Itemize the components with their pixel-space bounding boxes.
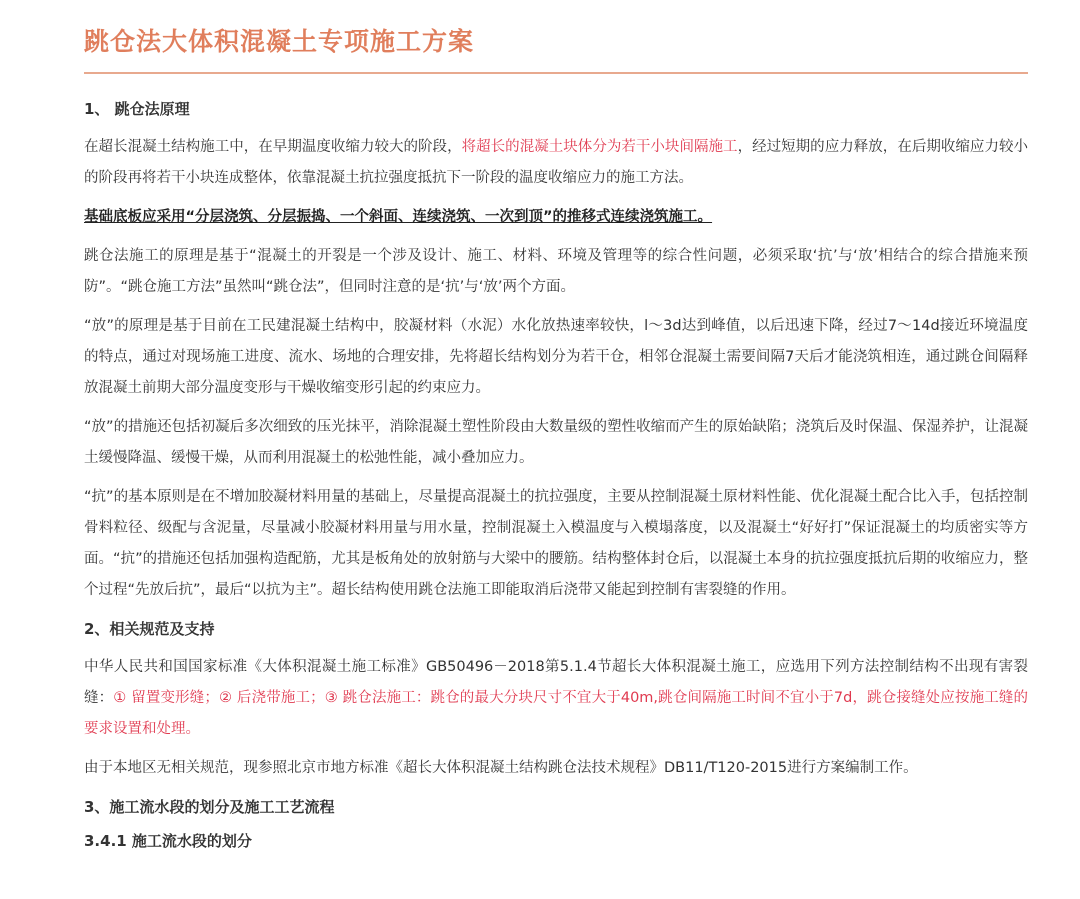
section-1-paragraph-6: “抗”的基本原则是在不增加胶凝材料用量的基础上，尽量提高混凝土的抗拉强度，主要从控制混凝土原材料性能、优化混凝土配合比入手，包括控制骨料粒径、级配与含泥量，尽量减小胶凝材料用量与用水量，控制混凝土入模温度与入模塌落度，以及混凝土“好好打”保证混凝土的均质密实等方面。“抗”的措施还包括加强构造配筋，尤其是板角处的放射筋与大梁中的腰筋。结构整体封仓后，以混凝土本身的抗拉强度抵抗后期的收缩应力，整个过程“先放后抗”，最后“以抗为主”。超长结构使用跳仓法施工即能取消后浇带又能起到控制有害裂缝的作用。 [84, 489, 1028, 598]
section-2-paragraph-2: 由于本地区无相关规范，现参照北京市地方标准《超长大体积混凝土结构跳仓法技术规程》DB11/T120-2015进行方案编制工作。 [84, 760, 918, 776]
highlighted-text: 将超长的混凝土块体分为若干小块间隔施工 [461, 139, 738, 155]
section-2-paragraph-1 [84, 652, 1028, 745]
highlighted-text: ① 留置变形缝；② 后浇带施工；③ 跳仓法施工：跳仓的最大分块尺寸不宜大于40m,跳仓间隔施工时间不宜小于7d，跳仓接缝处应按施工缝的要求设置和处理。 [84, 690, 1029, 737]
title-divider [84, 72, 1028, 74]
section-1-paragraph-4: “放”的原理是基于目前在工民建混凝土结构中，胶凝材料（水泥）水化放热速率较快，l～3d达到峰值，以后迅速下降，经过7～14d接近环境温度的特点，通过对现场施工进度、流水、场地的合理安排，先将超长结构划分为若干仓，相邻仓混凝土需要间隔7天后才能浇筑相连，通过跳仓间隔释放混凝土前期大部分温度变形与干燥收缩变形引起的约束应力。 [84, 318, 1028, 396]
section-1-paragraph-1 [84, 132, 1028, 194]
subsection-3-4-1-heading: 3.4.1 施工流水段的划分 [84, 832, 252, 850]
paragraph-text: ，经过短期的应力释放，在后期收缩应力较小的阶段再将若干小块连成整体，依靠混凝土抗拉强度抵抗下一阶段的温度收缩应力的施工方法。 [84, 139, 1029, 186]
section-1-heading: 1、 跳仓法原理 [84, 100, 190, 118]
section-1-paragraph-5: “放”的措施还包括初凝后多次细致的压光抹平，消除混凝土塑性阶段由大数量级的塑性收缩而产生的原始缺陷；浇筑后及时保温、保湿养护，让混凝土缓慢降温、缓慢干燥，从而利用混凝土的松弛性能，减小叠加应力。 [84, 419, 1028, 466]
underlined-emphasis: 基础底板应采用“分层浇筑、分层振捣、一个斜面、连续浇筑、一次到顶”的推移式连续浇筑施工。 [84, 209, 713, 225]
paragraph-text: 中华人民共和国国家标准《大体积混凝土施工标准》GB50496－2018第5.1.4节超长大体积混凝土施工，应选用下列方法控制结构不出现有害裂缝： [84, 659, 1028, 706]
section-1-paragraph-2 [84, 202, 1028, 233]
section-1-paragraph-3: 跳仓法施工的原理是基于“混凝土的开裂是一个涉及设计、施工、材料、环境及管理等的综合性问题，必须采取‘抗’与‘放’相结合的综合措施来预防”。“跳仓施工方法”虽然叫“跳仓法”，但同时注意的是‘抗’与‘放’两个方面。 [84, 248, 1028, 295]
document-content [84, 0, 1028, 852]
section-2-heading: 2、相关规范及支持 [84, 620, 215, 638]
paragraph-text: 在超长混凝土结构施工中，在早期温度收缩力较大的阶段， [84, 139, 462, 155]
section-3-heading: 3、施工流水段的划分及施工工艺流程 [84, 798, 335, 816]
page-title: 跳仓法大体积混凝土专项施工方案 [84, 27, 475, 56]
